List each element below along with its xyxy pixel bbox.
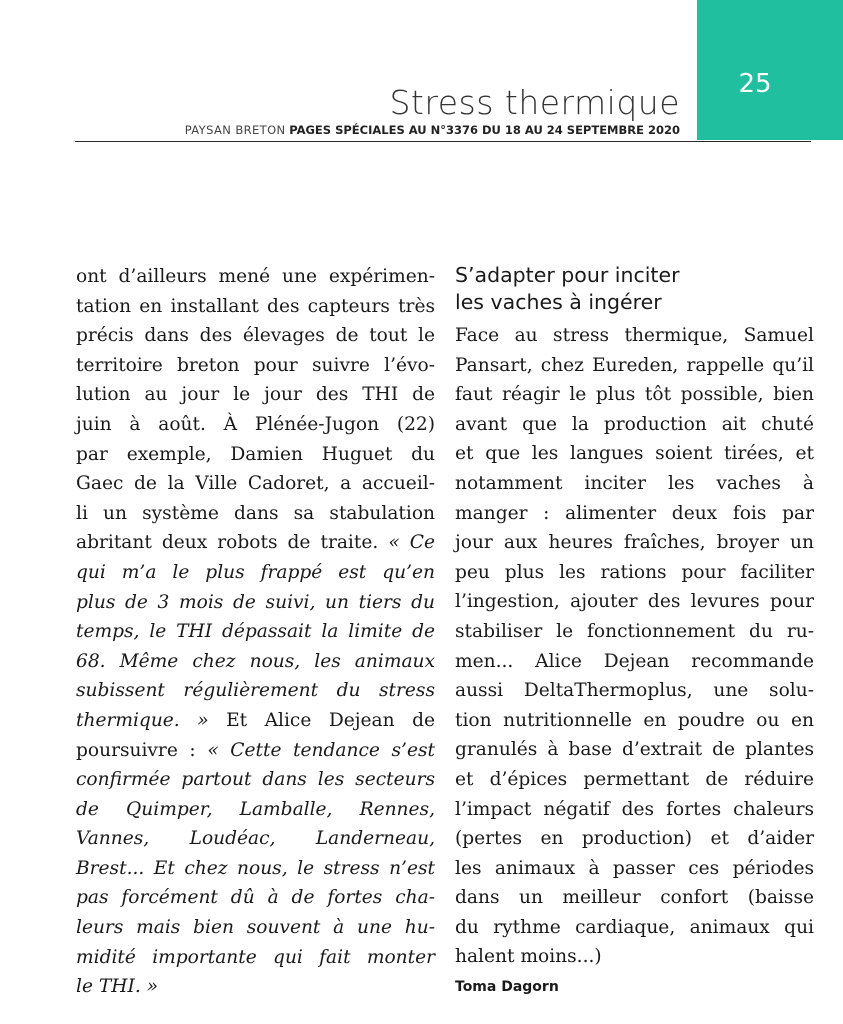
- body-line: et que les langues soient tirées, et: [455, 443, 814, 465]
- page-number: 25: [738, 69, 772, 99]
- quote-line: Brest... Et chez nous, le stress n’est: [76, 857, 435, 879]
- issue-info: PAGES SPÉCIALES AU N°3376 DU 18 AU 24 SEPTEMBRE 2020: [289, 123, 680, 137]
- page-number-tab: [697, 0, 843, 140]
- quote-line: leurs mais bien souvent à une hu-: [76, 917, 435, 939]
- body-line: l’ingestion, ajouter des levures pour: [455, 591, 814, 613]
- body-line: men... Alice Dejean recommande: [455, 650, 814, 672]
- body-line: jour aux heures fraîches, broyer un: [455, 532, 814, 554]
- quote-line: 68. Même chez nous, les animaux: [76, 650, 435, 672]
- body-line: peu plus les rations pour faciliter: [455, 561, 814, 583]
- body-line: lution au jour le jour des THI de: [76, 384, 435, 406]
- body-line: Pansart, chez Eureden, rappelle qu’il: [455, 354, 814, 376]
- body-line: manger : alimenter deux fois par: [455, 502, 814, 524]
- quote-line: subissent régulièrement du stress: [76, 680, 435, 702]
- body-line: notamment inciter les vaches à: [455, 472, 814, 494]
- body-line: thermique. » Et Alice Dejean de: [76, 709, 435, 731]
- body-line: (pertes en production) et d’aider: [455, 828, 814, 850]
- body-line: dans un meilleur confort (baisse: [455, 887, 814, 909]
- quote-line: midité importante qui fait monter: [76, 946, 435, 968]
- body-line: abritant deux robots de traite. « Ce: [76, 532, 435, 554]
- body-line: Gaec de la Ville Cadoret, a accueil-: [76, 473, 435, 495]
- body-line: avant que la production ait chuté: [455, 413, 814, 435]
- body-line: ont d’ailleurs mené une expérimen-: [76, 266, 435, 287]
- section-title: Stress thermique: [389, 83, 680, 122]
- body-line: Face au stress thermique, Samuel: [455, 325, 814, 346]
- body-line: et d’épices permettant de réduire: [455, 768, 814, 790]
- body-line: les animaux à passer ces périodes: [455, 857, 814, 879]
- body-line: tation en installant des capteurs très: [76, 295, 435, 317]
- body-line: juin à août. À Plénée-Jugon (22): [76, 413, 435, 435]
- publication-name: PAYSAN BRETON: [184, 123, 286, 137]
- quote-line: de Quimper, Lamballe, Rennes,: [76, 798, 435, 820]
- body-line: par exemple, Damien Huguet du: [76, 443, 435, 465]
- header-rule: [75, 141, 811, 142]
- article-right-column: [455, 262, 814, 1000]
- author-byline: Toma Dagorn: [455, 979, 559, 996]
- body-line: stabiliser le fonctionnement du ru-: [455, 620, 814, 642]
- quote-line: le THI. »: [76, 976, 159, 998]
- body-line: du rythme cardiaque, animaux qui: [455, 916, 814, 938]
- quote-line: plus de 3 mois de suivi, un tiers du: [76, 591, 435, 613]
- body-line: granulés à base d’extrait de plantes: [455, 739, 814, 761]
- body-line: territoire breton pour suivre l’évo-: [76, 354, 435, 376]
- body-line: précis dans des élevages de tout le: [76, 325, 435, 347]
- body-line: aussi DeltaThermoplus, une solu-: [455, 680, 814, 702]
- body-line: poursuivre : « Cette tendance s’est: [76, 739, 435, 761]
- body-line: faut réagir le plus tôt possible, bien: [455, 384, 814, 406]
- article-left-column: [76, 262, 435, 1002]
- subheading-line: S’adapter pour inciter: [455, 263, 680, 287]
- body-line: tion nutritionnelle en poudre ou en: [455, 709, 814, 731]
- body-line: halent moins...): [455, 946, 602, 968]
- quote-line: pas forcément dû à de fortes cha-: [76, 887, 435, 909]
- body-line: l’impact négatif des fortes chaleurs: [455, 798, 814, 820]
- quote-line: Vannes, Loudéac, Landerneau,: [76, 828, 435, 850]
- quote-line: confirmée partout dans les secteurs: [76, 769, 435, 791]
- subheading: [455, 262, 814, 316]
- issue-line: [185, 123, 680, 137]
- quote-line: temps, le THI dépassait la limite de: [76, 621, 435, 643]
- body-line: li un système dans sa stabulation: [76, 502, 435, 524]
- subheading-line: les vaches à ingérer: [455, 290, 662, 314]
- quote-line: qui m’a le plus frappé est qu’en: [76, 561, 435, 583]
